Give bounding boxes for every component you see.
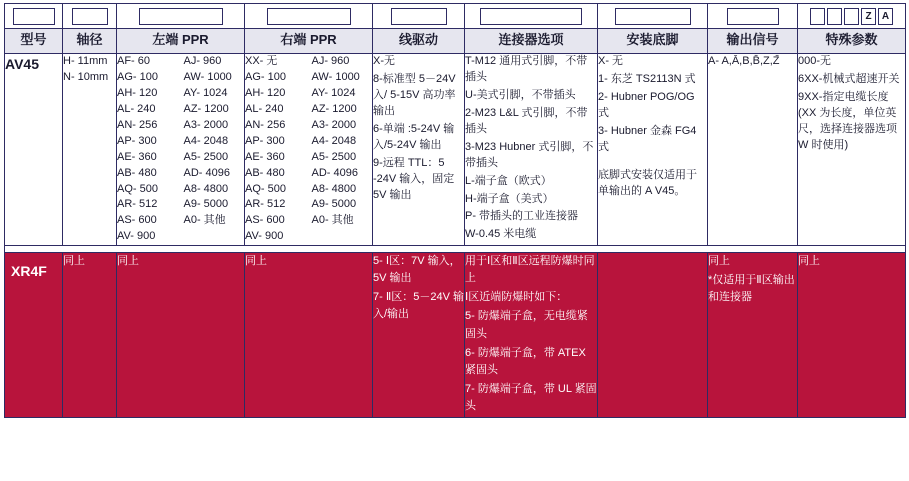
cell-shaft-av45 <box>63 54 117 246</box>
ppr-option: A0- 其他 <box>183 214 226 227</box>
connector-option: T-M12 通用式引脚，不带插头 <box>465 55 588 83</box>
cell-right-ppr-av45 <box>245 54 373 246</box>
header-special: 特殊参数 <box>798 29 906 54</box>
ppr-option: AR- 512 <box>245 198 286 211</box>
codebox-shaft[interactable] <box>72 8 108 25</box>
header-left-ppr: 左端 PPR <box>117 29 245 54</box>
header-output-signal: 输出信号 <box>708 29 798 54</box>
cell-mount-foot-av45 <box>598 54 708 246</box>
codebox-cell-mount-foot <box>598 4 708 29</box>
ppr-option: AY- 1024 <box>311 86 356 99</box>
ppr-option: AN- 256 <box>117 118 158 131</box>
ppr-option: AS- 600 <box>245 214 285 227</box>
output-signal-option: 同上 <box>708 255 730 268</box>
codebox-special-2[interactable] <box>827 8 842 25</box>
order-code-sheet <box>0 3 909 481</box>
cell-mount-foot-xr4f <box>598 253 708 417</box>
ppr-option: XX- 无 <box>245 55 278 67</box>
ppr-option: AH- 120 <box>245 86 286 99</box>
special-option: 6XX-机械式超速开关 <box>798 72 900 85</box>
ppr-option: AZ- 1200 <box>183 102 229 115</box>
ppr-option: AE- 360 <box>245 150 285 163</box>
cell-connector-xr4f <box>465 253 598 417</box>
connector-option: W-0.45 米电缆 <box>465 228 537 241</box>
codebox-line-driver[interactable] <box>391 8 447 25</box>
header-right-ppr: 右端 PPR <box>245 29 373 54</box>
cell-model-av45: AV45 <box>5 54 63 246</box>
connector-option: 7- 防爆端子盒，带 UL 紧固头 <box>465 382 597 412</box>
line-driver-option: 6-单端 :5-24V 输入/5-24V 输出 <box>373 122 455 151</box>
ppr-option: AJ- 960 <box>311 55 350 67</box>
ppr-option: A5- 2500 <box>183 150 229 163</box>
connector-option: 5- 防爆端子盒，无电缆紧固头 <box>465 310 588 340</box>
codebox-cell-right-ppr <box>245 4 373 29</box>
ppr-option: AL- 240 <box>117 102 156 115</box>
header-connector: 连接器选项 <box>465 29 598 54</box>
mount-foot-option: X- 无 <box>598 55 624 67</box>
ppr-option: AP- 300 <box>245 134 285 147</box>
codebox-cell-shaft <box>63 4 117 29</box>
ppr-option: AV- 900 <box>245 230 284 243</box>
cell-special-av45 <box>798 54 906 246</box>
codebox-left-ppr[interactable] <box>139 8 223 25</box>
right-ppr-column-1 <box>245 54 306 245</box>
shaft-option: H- 11mm <box>63 55 108 67</box>
row-separator <box>5 246 906 253</box>
codebox-special-1[interactable] <box>810 8 825 25</box>
ppr-option: AB- 480 <box>117 166 157 179</box>
ppr-option: AV- 900 <box>117 230 156 243</box>
ppr-option: A9- 5000 <box>183 198 229 211</box>
cell-line-driver-xr4f <box>373 253 465 417</box>
connector-option: 3-M23 Hubner 式引脚，不带插头 <box>465 140 594 169</box>
ppr-option: AB- 480 <box>245 166 285 179</box>
ppr-option: A0- 其他 <box>311 214 354 227</box>
cell-output-signal-xr4f <box>708 253 798 417</box>
codebox-right-ppr[interactable] <box>267 8 351 25</box>
connector-option: 用于Ⅰ区和Ⅱ区远程防爆时同上 <box>465 255 595 285</box>
line-driver-option: 7- Ⅱ区：5－24V 输入/输出 <box>373 291 464 321</box>
codebox-special-a[interactable]: A <box>878 8 893 25</box>
codebox-connector[interactable] <box>480 8 582 25</box>
codebox-row <box>5 4 906 29</box>
codebox-special-3[interactable] <box>844 8 859 25</box>
ppr-option: AJ- 960 <box>183 55 222 67</box>
connector-option: 2-M23 L&L 式引脚，不带插头 <box>465 106 588 135</box>
special-option: 000-无 <box>798 55 832 67</box>
ppr-option: AD- 4096 <box>183 166 230 179</box>
ppr-option: AW- 1000 <box>183 70 232 83</box>
line-driver-option: X-无 <box>373 55 395 67</box>
mount-foot-option: 2- Hubner POG/OG 式 <box>598 90 695 119</box>
codebox-cell-left-ppr <box>117 4 245 29</box>
ppr-option: AG- 100 <box>245 70 286 83</box>
ppr-option: A4- 2048 <box>183 134 229 147</box>
table-row <box>5 253 906 417</box>
codebox-special-z[interactable]: Z <box>861 8 876 25</box>
ppr-option: A8- 4800 <box>311 182 357 195</box>
ppr-option: AR- 512 <box>117 198 158 211</box>
ppr-option: AF- 60 <box>117 55 151 67</box>
connector-option: 6- 防爆端子盒，带 ATEX 紧固头 <box>465 346 586 376</box>
codebox-cell-model <box>5 4 63 29</box>
ppr-option: AY- 1024 <box>183 86 228 99</box>
cell-left-ppr-av45 <box>117 54 245 246</box>
line-driver-option: 8-标准型 5－24V 入/ 5-15V 高功率输出 <box>373 72 456 117</box>
ppr-option: AG- 100 <box>117 70 158 83</box>
shaft-option: N- 10mm <box>63 70 109 83</box>
connector-option: H-端子盒（美式） <box>465 192 554 205</box>
cell-right-ppr-xr4f: 同上 <box>245 253 373 417</box>
ppr-option: A3- 2000 <box>311 118 357 131</box>
ppr-option: AQ- 500 <box>245 182 286 195</box>
connector-option: U-美式引脚，不带插头 <box>465 88 576 101</box>
ppr-option: AE- 360 <box>117 150 157 163</box>
ppr-option: AZ- 1200 <box>311 102 357 115</box>
table-row <box>5 54 906 246</box>
line-driver-option: 9-远程 TTL：5 -24V 输入，固定 5V 输出 <box>373 156 455 201</box>
ppr-option: A9- 5000 <box>311 198 357 211</box>
left-ppr-column-2 <box>184 54 245 245</box>
connector-option: P- 带插头的工业连接器 <box>465 210 579 223</box>
codebox-mount-foot[interactable] <box>615 8 691 25</box>
header-mount-foot: 安装底脚 <box>598 29 708 54</box>
codebox-cell-output-signal <box>708 4 798 29</box>
ppr-option: AP- 300 <box>117 134 157 147</box>
ppr-option: AN- 256 <box>245 118 286 131</box>
ppr-option: AH- 120 <box>117 86 158 99</box>
mount-foot-option: 1- 东芝 TS2113N 式 <box>598 72 696 85</box>
cell-line-driver-av45 <box>373 54 465 246</box>
ppr-option: AL- 240 <box>245 102 284 115</box>
header-shaft: 轴径 <box>63 29 117 54</box>
codebox-output-signal[interactable] <box>727 8 779 25</box>
codebox-cell-line-driver <box>373 4 465 29</box>
header-row <box>5 29 906 54</box>
connector-option: Ⅰ区近端防爆时如下： <box>465 291 568 304</box>
ppr-option: AD- 4096 <box>311 166 358 179</box>
header-model: 型号 <box>5 29 63 54</box>
special-option: 9XX-指定电缆长度(XX 为长度，单位英尺，选择连接器选项 W 时使用) <box>798 90 897 151</box>
cell-model-xr4f: XR4F <box>5 253 63 417</box>
ppr-option: A5- 2500 <box>311 150 357 163</box>
cell-output-signal-av45 <box>708 54 798 246</box>
ppr-option: AW- 1000 <box>311 70 360 83</box>
mount-foot-note: 底脚式安装仅适用于单输出的 A V45。 <box>598 168 697 197</box>
mount-foot-option: 3- Hubner 金森 FG4 式 <box>598 124 697 153</box>
cell-special-xr4f: 同上 <box>798 253 906 417</box>
ppr-option: AQ- 500 <box>117 182 158 195</box>
ppr-option: A3- 2000 <box>183 118 229 131</box>
left-ppr-column-1 <box>117 54 178 245</box>
cell-connector-av45 <box>465 54 598 246</box>
ppr-option: AS- 600 <box>117 214 157 227</box>
ppr-option: A8- 4800 <box>183 182 229 195</box>
right-ppr-column-2 <box>312 54 373 245</box>
ppr-option: A4- 2048 <box>311 134 357 147</box>
header-line-driver: 线驱动 <box>373 29 465 54</box>
codebox-cell-connector <box>465 4 598 29</box>
output-signal-option: A- A,Ā,B,B̄,Z,Z̄ <box>708 55 780 67</box>
line-driver-option: 5- Ⅰ区：7V 输入，5V 输出 <box>373 255 461 285</box>
cell-shaft-xr4f: 同上 <box>63 253 117 417</box>
cell-left-ppr-xr4f: 同上 <box>117 253 245 417</box>
connector-option: L-端子盒（欧式） <box>465 174 552 187</box>
order-code-table <box>4 3 906 418</box>
codebox-cell-special <box>798 4 906 29</box>
output-signal-note: *仅适用于Ⅱ区输出和连接器 <box>708 274 795 304</box>
codebox-model[interactable] <box>13 8 55 25</box>
